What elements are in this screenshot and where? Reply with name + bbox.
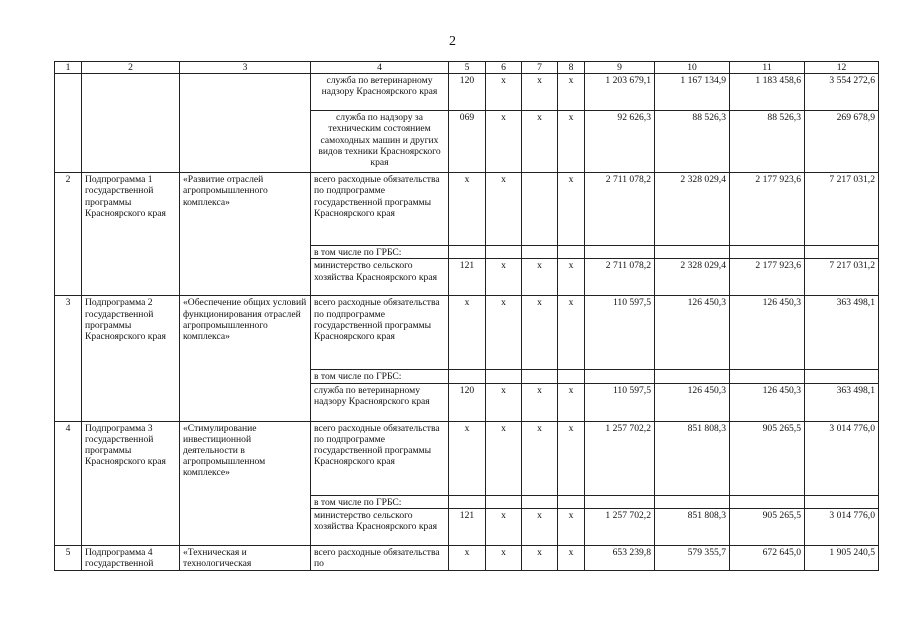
code-cell [486, 495, 522, 508]
amount-cell: 269 678,9 [805, 111, 879, 173]
code-cell [558, 246, 585, 259]
code-cell: х [522, 421, 558, 495]
code-cell [486, 370, 522, 383]
amount-cell: 1 167 134,9 [655, 74, 730, 111]
column-header: 1 [55, 62, 82, 74]
program-status-cell: Подпрограмма 3 государственной программы Красноярского края [82, 421, 180, 545]
table-header-row [55, 62, 879, 74]
program-name-cell: «Стимулирование инвестиционной деятельности в агропромышленном комплексе» [180, 421, 311, 545]
amount-cell: 88 526,3 [655, 111, 730, 173]
amount-cell: 126 450,3 [655, 296, 730, 370]
amount-cell: 126 450,3 [730, 383, 805, 421]
code-cell: х [486, 508, 522, 545]
program-name-cell: «Развитие отраслей агропромышленного комплекса» [180, 173, 311, 296]
amount-cell: 363 498,1 [805, 296, 879, 370]
grbs-code-cell: 069 [449, 111, 486, 173]
amount-cell: 363 498,1 [805, 383, 879, 421]
amount-cell: 2 328 029,4 [655, 173, 730, 246]
amount-cell: 2 328 029,4 [655, 259, 730, 296]
code-cell [522, 173, 558, 246]
responsible-cell: в том числе по ГРБС: [311, 370, 449, 383]
amount-cell: 2 711 078,2 [585, 173, 655, 246]
column-header: 9 [585, 62, 655, 74]
page-number: 2 [449, 34, 456, 49]
code-cell: х [486, 74, 522, 111]
code-cell: х [522, 259, 558, 296]
grbs-code-cell: х [449, 421, 486, 495]
code-cell [558, 495, 585, 508]
column-header: 2 [82, 62, 180, 74]
grbs-code-cell: х [449, 545, 486, 570]
amount-cell [805, 246, 879, 259]
code-cell [522, 495, 558, 508]
amount-cell: 110 597,5 [585, 383, 655, 421]
responsible-cell: всего расходные обязательства по подпрограмме государственной программы Красноярского края [311, 421, 449, 495]
amount-cell: 2 711 078,2 [585, 259, 655, 296]
code-cell: х [522, 111, 558, 173]
amount-cell [730, 495, 805, 508]
amount-cell: 88 526,3 [730, 111, 805, 173]
code-cell: х [558, 508, 585, 545]
grbs-code-cell [449, 495, 486, 508]
column-header: 8 [558, 62, 585, 74]
grbs-code-cell: х [449, 296, 486, 370]
responsible-cell: служба по ветеринарному надзору Красноярского края [311, 383, 449, 421]
code-cell [522, 246, 558, 259]
amount-cell: 3 554 272,6 [805, 74, 879, 111]
code-cell: х [558, 545, 585, 570]
code-cell [558, 370, 585, 383]
grbs-code-cell: 121 [449, 508, 486, 545]
program-status-cell: Подпрограмма 4 государственной [82, 545, 180, 570]
column-header: 5 [449, 62, 486, 74]
code-cell: х [558, 383, 585, 421]
code-cell: х [486, 173, 522, 246]
program-status-cell [82, 74, 180, 173]
amount-cell: 1 905 240,5 [805, 545, 879, 570]
amount-cell [655, 495, 730, 508]
amount-cell [585, 495, 655, 508]
program-name-cell: «Техническая и технологическая [180, 545, 311, 570]
row-number-cell: 4 [55, 421, 82, 545]
row-number-cell: 5 [55, 545, 82, 570]
code-cell: х [522, 508, 558, 545]
budget-table [54, 61, 879, 571]
amount-cell: 1 183 458,6 [730, 74, 805, 111]
table-row [55, 545, 879, 570]
code-cell: х [558, 111, 585, 173]
column-header: 11 [730, 62, 805, 74]
amount-cell [585, 246, 655, 259]
table-row [55, 74, 879, 111]
amount-cell: 905 265,5 [730, 421, 805, 495]
table-row [55, 421, 879, 495]
responsible-cell: всего расходные обязательства по подпрограмме государственной программы Красноярского края [311, 296, 449, 370]
amount-cell: 7 217 031,2 [805, 173, 879, 246]
responsible-cell: министерство сельского хозяйства Красноярского края [311, 508, 449, 545]
amount-cell [655, 246, 730, 259]
code-cell: х [486, 296, 522, 370]
grbs-code-cell [449, 246, 486, 259]
amount-cell: 905 265,5 [730, 508, 805, 545]
column-header: 12 [805, 62, 879, 74]
amount-cell: 653 239,8 [585, 545, 655, 570]
responsible-cell: всего расходные обязательства по подпрограмме государственной программы Красноярского края [311, 173, 449, 246]
program-name-cell [180, 74, 311, 173]
amount-cell [805, 370, 879, 383]
grbs-code-cell [449, 370, 486, 383]
amount-cell: 126 450,3 [730, 296, 805, 370]
responsible-cell: в том числе по ГРБС: [311, 246, 449, 259]
amount-cell: 110 597,5 [585, 296, 655, 370]
program-name-cell: «Обеспечение общих условий функционирования отраслей агропромышленного комплекса» [180, 296, 311, 421]
code-cell: х [486, 111, 522, 173]
row-number-cell: 2 [55, 173, 82, 296]
amount-cell: 851 808,3 [655, 421, 730, 495]
grbs-code-cell: 121 [449, 259, 486, 296]
column-header: 4 [311, 62, 449, 74]
code-cell: х [522, 545, 558, 570]
code-cell: х [522, 296, 558, 370]
amount-cell: 672 645,0 [730, 545, 805, 570]
amount-cell: 579 355,7 [655, 545, 730, 570]
responsible-cell: служба по надзору за техническим состоянием самоходных машин и других видов техники Красноярского края [311, 111, 449, 173]
amount-cell [730, 370, 805, 383]
grbs-code-cell: 120 [449, 74, 486, 111]
amount-cell [730, 246, 805, 259]
code-cell: х [486, 545, 522, 570]
code-cell: х [522, 74, 558, 111]
amount-cell [805, 495, 879, 508]
column-header: 6 [486, 62, 522, 74]
amount-cell: 851 808,3 [655, 508, 730, 545]
code-cell: х [486, 421, 522, 495]
code-cell: х [558, 259, 585, 296]
column-header: 10 [655, 62, 730, 74]
amount-cell: 1 257 702,2 [585, 421, 655, 495]
amount-cell: 7 217 031,2 [805, 259, 879, 296]
responsible-cell: служба по ветеринарному надзору Красноярского края [311, 74, 449, 111]
amount-cell: 92 626,3 [585, 111, 655, 173]
amount-cell: 3 014 776,0 [805, 508, 879, 545]
amount-cell [585, 370, 655, 383]
amount-cell: 1 203 679,1 [585, 74, 655, 111]
code-cell: х [486, 383, 522, 421]
responsible-cell: всего расходные обязательства по [311, 545, 449, 570]
program-status-cell: Подпрограмма 1 государственной программы Красноярского края [82, 173, 180, 296]
code-cell: х [558, 421, 585, 495]
code-cell: х [558, 173, 585, 246]
code-cell: х [522, 383, 558, 421]
column-header: 3 [180, 62, 311, 74]
amount-cell: 126 450,3 [655, 383, 730, 421]
code-cell: х [486, 259, 522, 296]
grbs-code-cell: х [449, 173, 486, 246]
table-row [55, 173, 879, 246]
amount-cell: 3 014 776,0 [805, 421, 879, 495]
code-cell: х [558, 296, 585, 370]
code-cell [522, 370, 558, 383]
amount-cell: 2 177 923,6 [730, 173, 805, 246]
table-row [55, 296, 879, 370]
amount-cell [655, 370, 730, 383]
row-number-cell: 3 [55, 296, 82, 421]
amount-cell: 1 257 702,2 [585, 508, 655, 545]
row-number-cell [55, 74, 82, 173]
code-cell [486, 246, 522, 259]
grbs-code-cell: 120 [449, 383, 486, 421]
program-status-cell: Подпрограмма 2 государственной программы Красноярского края [82, 296, 180, 421]
responsible-cell: министерство сельского хозяйства Красноярского края [311, 259, 449, 296]
code-cell: х [558, 74, 585, 111]
amount-cell: 2 177 923,6 [730, 259, 805, 296]
responsible-cell: в том числе по ГРБС: [311, 495, 449, 508]
column-header: 7 [522, 62, 558, 74]
